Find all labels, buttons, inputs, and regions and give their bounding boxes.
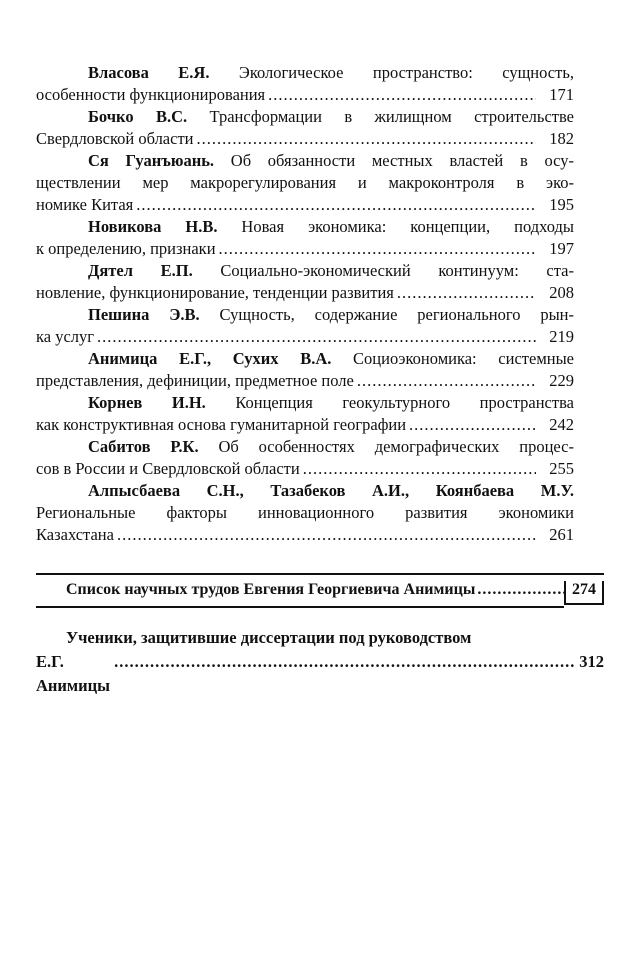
final-entry-title-end: Е.Г. Анимицы	[36, 652, 111, 695]
boxed-entry-title: Список научных трудов Евгения Георгиевича Анимицы	[66, 581, 476, 598]
entry-title-end: как конструктивная основа гуманитарной географии	[36, 415, 407, 434]
final-entry-title: Ученики, защитившие диссертации под руководством	[66, 628, 472, 647]
entry-title: Об обязанности местных властей в осу-	[214, 151, 574, 170]
entry-title: Социоэкономика: системные	[331, 349, 575, 368]
entry-title-end: к определению, признаки	[36, 239, 216, 258]
entry-title: Концепция геокультурного пространства	[205, 393, 574, 412]
entry-title: Новая экономика: концепции, подходы	[217, 217, 574, 236]
entry-page: 171	[549, 85, 574, 104]
entry-title-end: Казахстана	[36, 525, 114, 544]
toc-entry[interactable]	[36, 348, 574, 392]
leader-dots	[136, 194, 536, 215]
entry-page: 195	[549, 195, 574, 214]
entry-title-end: особенности функционирования	[36, 85, 266, 104]
leader-dots	[397, 282, 536, 303]
leader-dots	[219, 238, 536, 259]
toc-entry[interactable]	[36, 480, 574, 546]
entry-author: Пешина Э.В.	[88, 305, 200, 324]
entry-page: 219	[549, 327, 574, 346]
entry-page: 208	[549, 283, 574, 302]
toc-entry[interactable]	[36, 260, 574, 304]
leader-dots	[117, 524, 536, 545]
final-toc-entry[interactable]	[36, 626, 604, 698]
entry-title-end: новление, функционирование, тенденции развития	[36, 283, 394, 302]
leader-dots	[303, 458, 536, 479]
toc-entry[interactable]	[36, 150, 574, 216]
entry-author: Новикова Н.В.	[88, 217, 218, 236]
entry-author: Корнев И.Н.	[88, 393, 206, 412]
entry-title-end: представления, дефиниции, предметное поле	[36, 371, 354, 390]
leader-dots	[114, 650, 575, 674]
entry-title: Об особенностях демографических процес-	[198, 437, 574, 456]
entry-title: Сущность, содержание регионального рын-	[199, 305, 574, 324]
entry-page: 182	[549, 129, 574, 148]
toc-entry[interactable]	[36, 106, 574, 150]
entry-author: Алпысбаева С.Н., Тазабеков А.И., Коянбаева М.У.	[88, 481, 574, 500]
entry-author: Анимица Е.Г., Сухих В.А.	[88, 349, 332, 368]
entry-title: Трансформации в жилищном строительстве	[187, 107, 574, 126]
entry-author: Ся Гуанъюань.	[88, 151, 215, 170]
toc-entry[interactable]	[36, 62, 574, 106]
toc-entry[interactable]	[36, 304, 574, 348]
entry-page: 261	[549, 525, 574, 544]
leader-dots	[268, 84, 536, 105]
entry-title-mid: Региональные факторы инновационного развития экономики	[36, 503, 574, 522]
toc-entry[interactable]	[36, 436, 574, 480]
entry-author: Власова Е.Я.	[88, 63, 210, 82]
boxed-toc-entry[interactable]	[36, 573, 604, 609]
leader-dots	[357, 370, 536, 391]
entry-author: Сабитов Р.К.	[88, 437, 199, 456]
leader-dots	[477, 581, 564, 599]
entry-title: Экологическое пространство: сущность,	[209, 63, 574, 82]
leader-dots	[197, 128, 537, 149]
entry-page: 242	[549, 415, 574, 434]
leader-dots	[97, 326, 536, 347]
entry-author: Бочко В.С.	[88, 107, 188, 126]
entry-title: Социально-экономический континуум: ста-	[192, 261, 574, 280]
boxed-entry-page: 274	[564, 581, 604, 605]
entry-title-end: Свердловской области	[36, 129, 194, 148]
entry-title-end: ка услуг	[36, 327, 95, 346]
entry-page: 197	[549, 239, 574, 258]
table-of-contents	[36, 62, 574, 546]
entry-title-end: сов в России и Свердловской области	[36, 459, 300, 478]
toc-entry[interactable]	[36, 392, 574, 436]
entry-title-end: номике Китая	[36, 195, 134, 214]
entry-page: 229	[549, 371, 574, 390]
divider	[36, 606, 564, 608]
entry-page: 255	[549, 459, 574, 478]
entry-author: Дятел Е.П.	[88, 261, 193, 280]
toc-entry[interactable]	[36, 216, 574, 260]
leader-dots	[409, 414, 536, 435]
entry-title-mid: ществлении мер макрорегулирования и макроконтроля в эко-	[36, 173, 574, 192]
final-entry-page: 312	[579, 652, 604, 671]
